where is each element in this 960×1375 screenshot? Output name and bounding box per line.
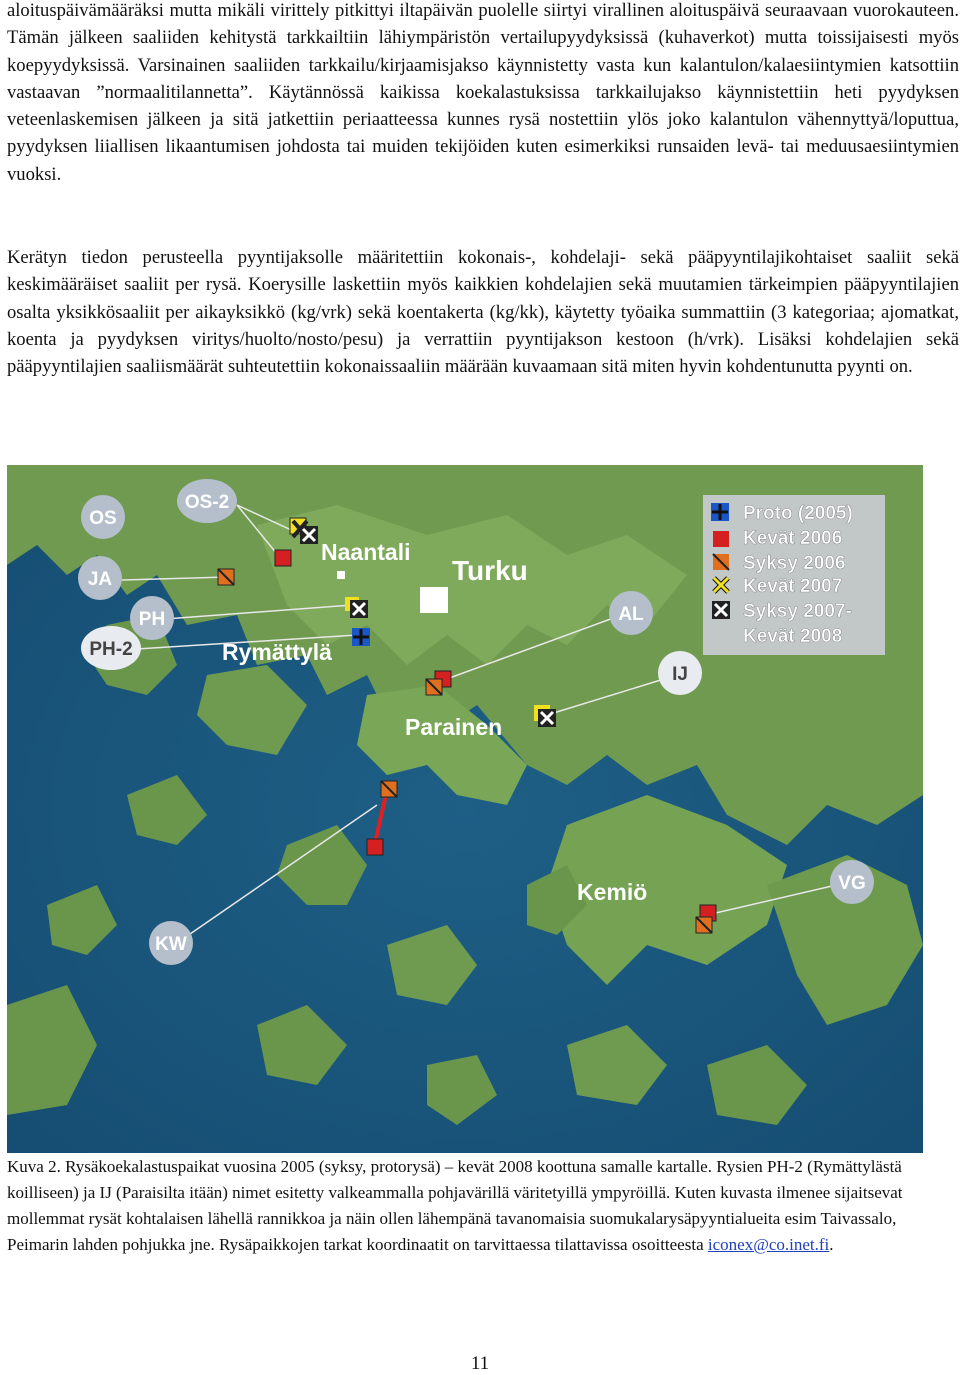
site-label-kw: KW: [155, 934, 187, 955]
site-label-ja: JA: [87, 569, 113, 590]
place-label-rymattyla: Rymättylä: [222, 639, 332, 665]
place-label-turku: Turku: [452, 555, 528, 586]
place-label-naantali: Naantali: [321, 539, 411, 565]
site-label-ij: IJ: [672, 664, 688, 685]
site-label-al: AL: [618, 604, 644, 625]
legend-kevat-2008: Kevät 2008: [743, 626, 843, 647]
place-label-parainen: Parainen: [405, 714, 503, 740]
site-label-os: OS: [89, 508, 117, 529]
contact-email-link[interactable]: iconex@co.inet.fi: [707, 1235, 830, 1254]
legend-syksy-2007: Syksy 2007-: [743, 601, 852, 622]
naantali-marker: [337, 571, 345, 579]
legend-kevat-2007: Kevät 2007: [743, 576, 843, 597]
place-label-kemio: Kemiö: [577, 879, 648, 905]
caption-end: .: [829, 1235, 834, 1254]
site-label-ph2: PH-2: [89, 639, 133, 660]
body-paragraph-2: Kerätyn tiedon perusteella pyyntijaksolle määritettiin kokonais-, kohdelaji- sekä pääpyyntilajikohtaiset saaliit sekä keskimääräiset saaliit per rysä. Koerysille laskettiin myös kaikkien kohdelajien sekä muutamien tärkeimpien pääpyyntilajien osalta yksikkösaaliit per aikayksikkö (kg/vrk) sekä koentakerta (kg/kk), käytetty työaika summattiin (3 kategoriaa; ajomatkat, koenta ja pyydyksen viritys/huolto/nosto/pesu) ja verrattiin pyyntijakson kestoon (h/vrk). Lisäksi kohdelajien sekä pääpyyntilajien saaliismäärät suhteutettiin kokonaissaaliin määrään kuvaamaan sitä miten hyvin kohdentunutta pyynti on.: [7, 247, 959, 378]
site-label-vg: VG: [838, 873, 866, 894]
legend-proto-2005: Proto (2005): [743, 503, 853, 524]
body-paragraph-1: aloituspäivämääräksi mutta mikäli virittely pitkittyi iltapäivän puolelle siirtyi virallinen aloituspäivä seuraavaan vuorokauteen. Tämän jälkeen saaliiden kehitystä tarkkailtiin lähiympäristön vertailupyydyksissä (kuhaverkot) mutta toissijaisesti myös koepyydyksissä. Varsinainen saaliiden tarkkailu/kirjaamisjakso käynnistetty vasta kun kalantulon/kalaesiintymien katsottiin vastaavan ”normaalitilannetta”. Käytännössä kaikissa koekalastuksissa tarkkailujakso käynnistettiin heti pyydyksen veteenlaskemisen jälkeen ja sitä jatkettiin periaatteessa kunnes rysä nostettiin ylös joko kalantulon vähennyttyä/loputtua, pyydyksen liiallisen likaantumisen johdosta tai muiden tekijöiden kuten esimerkiksi runsaiden levä- tai meduusaesiintymien vuoksi.: [7, 0, 959, 185]
legend-syksy-2006: Syksy 2006: [743, 553, 846, 574]
map-legend: [703, 495, 885, 655]
site-label-os2: OS-2: [184, 492, 230, 513]
fishing-sites-map: [7, 465, 923, 1153]
caption-text: Kuva 2. Rysäkoekalastuspaikat vuosina 2005 (syksy, protorysä) – kevät 2008 koottuna samalle kartalle. Rysien PH-2 (Rymättylästä koilliseen) ja IJ (Paraisilta itään) nimet esitetty valkeammalla pohjavärillä väritetyillä ympyröillä. Kuten kuvasta ilmenee sijaitsevat mollemmat rysät kohtalaisen lähellä rannikkoa ja näin ollen lähempänä tavanomaisia suomukalarysäpyyntialueita esim Taivassalo, Peimarin lahden pohjukka jne. Rysäpaikkojen tarkat koordinaatit on tarvittaessa tilattavissa osoitteesta: [7, 1157, 903, 1254]
site-label-ph: PH: [138, 609, 166, 630]
legend-kevat-2006: Kevät 2006: [743, 528, 843, 549]
page-number: 11: [470, 1353, 490, 1374]
turku-marker: [420, 587, 448, 613]
figure-caption: [7, 1154, 955, 1258]
